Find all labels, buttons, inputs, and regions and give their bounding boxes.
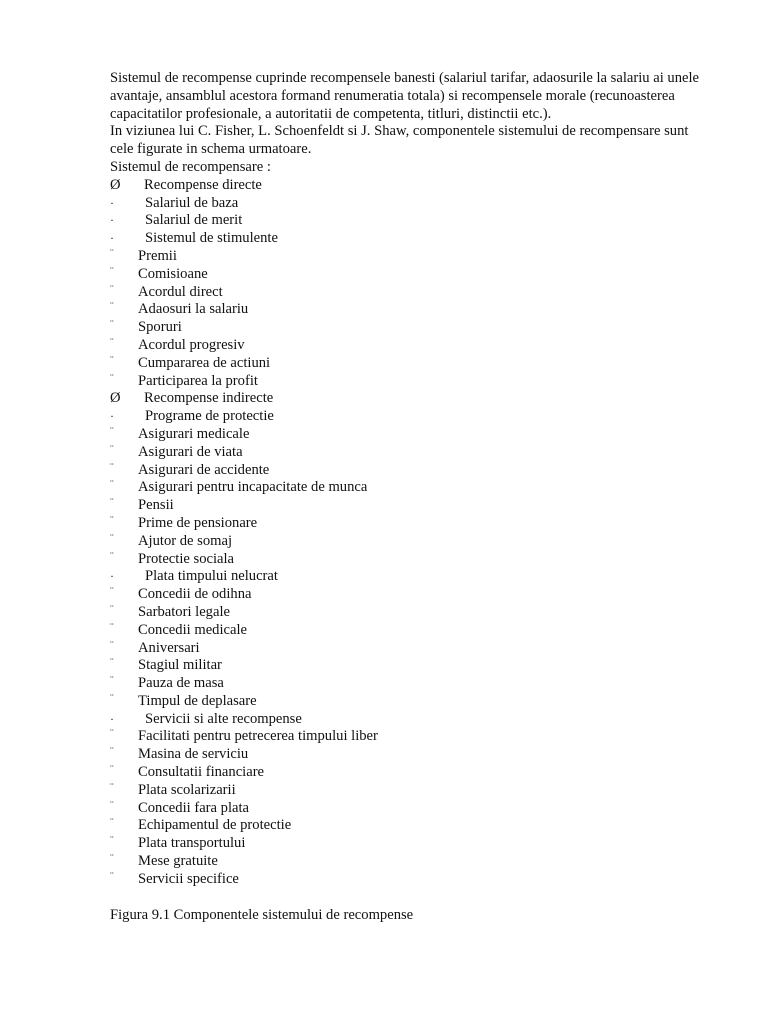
bullet-marker: ¨ <box>110 335 114 348</box>
list-item <box>110 319 710 337</box>
bullet-marker: · <box>110 569 114 584</box>
list-item-text: Stagiul militar <box>138 657 222 674</box>
list-item <box>110 728 710 746</box>
bullet-marker: · <box>110 213 114 228</box>
bullet-marker: ¨ <box>110 780 114 793</box>
bullet-marker: ¨ <box>110 424 114 437</box>
bullet-marker: ¨ <box>110 727 114 740</box>
list-item <box>110 657 710 675</box>
list-item <box>110 533 710 551</box>
list-item-text: Pauza de masa <box>138 675 224 692</box>
bullet-marker: ¨ <box>110 834 114 847</box>
list-item-text: Masina de serviciu <box>138 746 249 763</box>
bullet-marker: Ø <box>110 390 121 407</box>
list-item-text: Protectie sociala <box>138 550 235 567</box>
list-item <box>110 284 710 302</box>
list-item-text: Servicii si alte recompense <box>145 710 302 727</box>
bullet-marker: ¨ <box>110 513 114 526</box>
list-item <box>110 462 710 480</box>
list-item-text: Plata scolarizarii <box>138 781 236 798</box>
bullet-marker: · <box>110 409 114 424</box>
list-item <box>110 835 710 853</box>
list-item <box>110 373 710 391</box>
list-item-text: Plata transportului <box>138 835 246 852</box>
list-item-text: Plata timpului nelucrat <box>145 568 278 585</box>
list-item <box>110 871 710 889</box>
bullet-marker: · <box>110 195 114 210</box>
list-item-text: Asigurari de viata <box>138 443 243 460</box>
list-item-text: Cumpararea de actiuni <box>138 354 271 371</box>
list-item-text: Programe de protectie <box>145 408 274 425</box>
reward-components-list <box>110 177 710 889</box>
bullet-marker: ¨ <box>110 852 114 865</box>
list-item-text: Aniversari <box>138 639 200 656</box>
bullet-marker: ¨ <box>110 602 114 615</box>
list-item <box>110 800 710 818</box>
list-item-text: Salariul de baza <box>145 194 239 211</box>
list-item <box>110 622 710 640</box>
list-item <box>110 230 710 248</box>
list-item-text: Comisioane <box>138 265 208 282</box>
bullet-marker: ¨ <box>110 460 114 473</box>
bullet-marker: ¨ <box>110 549 114 562</box>
list-item-text: Ajutor de somaj <box>138 532 233 549</box>
bullet-marker: · <box>110 231 114 246</box>
bullet-marker: ¨ <box>110 300 114 313</box>
list-item <box>110 248 710 266</box>
list-item-text: Acordul direct <box>138 283 223 300</box>
list-item <box>110 568 710 586</box>
list-item <box>110 675 710 693</box>
list-item <box>110 497 710 515</box>
list-item-text: Pensii <box>138 497 174 514</box>
bullet-marker: ¨ <box>110 691 114 704</box>
list-item <box>110 444 710 462</box>
list-item-text: Prime de pensionare <box>138 514 258 531</box>
list-item-text: Mese gratuite <box>138 853 218 870</box>
list-item <box>110 212 710 230</box>
list-item <box>110 711 710 729</box>
list-item-text: Adaosuri la salariu <box>138 301 249 318</box>
list-item-text: Concedii de odihna <box>138 586 252 603</box>
list-item <box>110 693 710 711</box>
list-item-text: Servicii specifice <box>138 870 239 887</box>
list-item <box>110 764 710 782</box>
list-item-text: Echipamentul de protectie <box>138 817 292 834</box>
bullet-marker: ¨ <box>110 496 114 509</box>
list-item-text: Participarea la profit <box>138 372 258 389</box>
list-item-text: Concedii medicale <box>138 621 248 638</box>
bullet-marker: ¨ <box>110 816 114 829</box>
list-item-text: Sporuri <box>138 319 182 336</box>
bullet-marker: ¨ <box>110 478 114 491</box>
list-item-text: Asigurari medicale <box>138 425 250 442</box>
document-page <box>110 70 710 939</box>
bullet-marker: ¨ <box>110 353 114 366</box>
list-item-text: Consultatii financiare <box>138 764 265 781</box>
bullet-marker: ¨ <box>110 246 114 259</box>
bullet-marker: ¨ <box>110 638 114 651</box>
list-item-text: Sarbatori legale <box>138 603 230 620</box>
bullet-marker: ¨ <box>110 531 114 544</box>
bullet-marker: · <box>110 711 114 726</box>
list-item <box>110 337 710 355</box>
list-item-text: Recompense indirecte <box>144 390 274 407</box>
bullet-marker: ¨ <box>110 442 114 455</box>
list-item-text: Salariul de merit <box>145 212 243 229</box>
list-item <box>110 301 710 319</box>
list-item-text: Concedii fara plata <box>138 799 250 816</box>
bullet-marker: ¨ <box>110 674 114 687</box>
bullet-marker: ¨ <box>110 745 114 758</box>
list-item <box>110 853 710 871</box>
list-item <box>110 551 710 569</box>
bullet-marker: ¨ <box>110 264 114 277</box>
list-item-text: Asigurari de accidente <box>138 461 270 478</box>
list-item <box>110 426 710 444</box>
list-item-text: Facilitati pentru petrecerea timpului liber <box>138 728 378 745</box>
list-item-text: Acordul progresiv <box>138 336 245 353</box>
list-item-text: Asigurari pentru incapacitate de munca <box>138 479 368 496</box>
intro-paragraph: Sistemul de recompense cuprinde recompensele banesti (salariul tarifar, adaosurile la salariu ai unele avantaje, ansamblul acestora formand renumeratia totala) si recompensele morale (recunoasterea capacitatilor profesionale, a autoritatii de competenta, titluri, distinctii etc.). <box>110 70 700 122</box>
figure-caption: Figura 9.1 Componentele sistemului de recompense <box>110 906 414 923</box>
list-item <box>110 782 710 800</box>
bullet-marker: ¨ <box>110 869 114 882</box>
list-item-text: Sistemul de stimulente <box>145 230 278 247</box>
list-item <box>110 195 710 213</box>
list-item <box>110 177 710 195</box>
list-item-text: Recompense directe <box>144 176 262 193</box>
bullet-marker: ¨ <box>110 585 114 598</box>
bullet-marker: ¨ <box>110 656 114 669</box>
list-item-text: Premii <box>138 247 177 264</box>
bullet-marker: Ø <box>110 176 121 193</box>
bullet-marker: ¨ <box>110 620 114 633</box>
bullet-marker: ¨ <box>110 318 114 331</box>
list-item <box>110 355 710 373</box>
bullet-marker: ¨ <box>110 282 114 295</box>
fisher-paragraph: In viziunea lui C. Fisher, L. Schoenfeldt si J. Shaw, componentele sistemului de recompensare sunt cele figurate in schema urmatoare. <box>110 123 689 158</box>
list-item <box>110 408 710 426</box>
list-item <box>110 746 710 764</box>
list-item <box>110 479 710 497</box>
list-item <box>110 604 710 622</box>
list-item-text: Timpul de deplasare <box>138 692 257 709</box>
list-heading: Sistemul de recompensare : <box>110 158 271 175</box>
bullet-marker: ¨ <box>110 371 114 384</box>
list-item <box>110 515 710 533</box>
list-item <box>110 817 710 835</box>
bullet-marker: ¨ <box>110 763 114 776</box>
list-item <box>110 266 710 284</box>
list-item <box>110 586 710 604</box>
list-item <box>110 390 710 408</box>
list-item <box>110 640 710 658</box>
bullet-marker: ¨ <box>110 798 114 811</box>
